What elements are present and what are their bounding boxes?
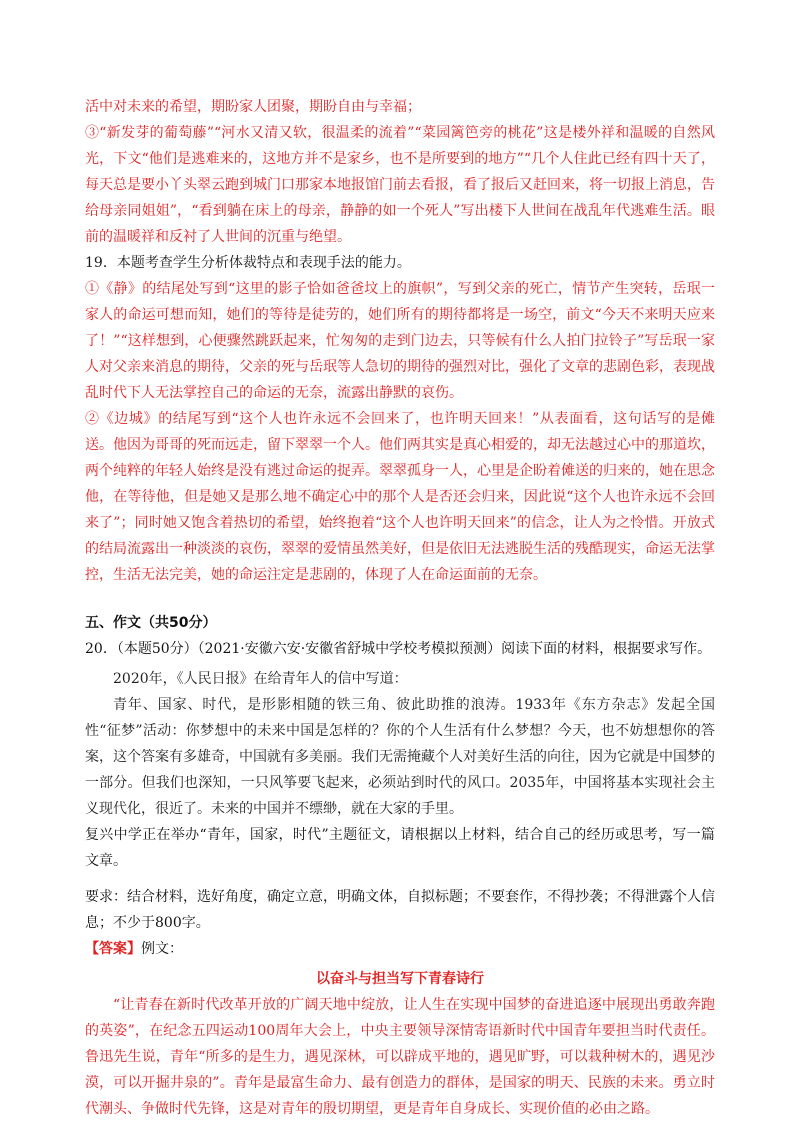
q18-para3: ③“新发芽的葡萄藤”“河水又清又软，很温柔的流着”“菜园篱笆旁的桃花”这是楼外祥和温暖的自然风光，下文“他们是逃难来的，这地方并不是家乡，也不是所要到的地方”“几个人住此已经有四十天了，每天总是要小丫头翠云跑到城门口那家本地报馆门前去看报，看了报后又赶回来，将一切报上消息，告给母亲同姐姐”，“看到躺在床上的母亲，静静的如一个死人”写出楼下人世间在战乱年代逃难生活。眼前的温暖祥和反衬了人世间的沉重与绝望。: [85, 125, 715, 245]
writing-requirements: 要求：结合材料，选好角度，确定立意，明确文体，自拟标题；不要套作，不得抄袭；不得泄露个人信息；不少于800字。: [85, 889, 715, 931]
q19-para2: ②《边城》的结尾写到“这个人也许永远不会回来了，也许明天回来！”从表面看，这句话写的是傩送。他因为哥哥的死而远走，留下翠翠一个人。他们两其实是真心相爱的，却无法越过心中的那道坎，两个纯粹的年轻人始终是没有逃过命运的捉弄。翠翠孤身一人，心里是企盼着傩送的归来的，她在思念他，在等待他，但是她又是那么地不确定心中的那个人是否还会归来，因此说“这个人也许永远不会回来了”；同时她又饱含着热切的希望，始终抱着“这个人也许明天回来”的信念，让人为之怜惜。开放式的结局流露出一种淡淡的哀伤，翠翠的爱情虽然美好，但是依旧无法逃脱生活的残酷现实，命运无法掌控，生活无法完美，她的命运注定是悲剧的，体现了人在命运面前的无奈。: [85, 411, 715, 583]
material-body: 青年、国家、时代，是形影相随的铁三角、彼此助推的浪涛。1933年《东方杂志》发起全国性“征梦”活动：你梦想中的未来中国是怎样的？你的个人生活有什么梦想？今天，也不妨想想你的答案，这个答案有多雄奇，中国就有多美丽。我们无需掩藏个人对美好生活的向往，因为它就是中国梦的一部分。但我们也深知，一只风筝要飞起来，必须站到时代的风口。2035年，中国将基本实现社会主义现代化，很近了。未来的中国并不缥缈，就在大家的手里。: [85, 697, 715, 817]
essay-para1: “让青春在新时代改革开放的广阔天地中绽放，让人生在实现中国梦的奋进追逐中展现出勇敢奔跑的英姿”，在纪念五四运动100周年大会上，中央主要领导深情寄语新时代中国青年要担当时代责任。鲁迅先生说，青年“所多的是生力，遇见深林，可以辟成平地的，遇见旷野，可以栽种树木的，遇见沙漠，可以开掘井泉的”。青年是最富生命力、最有创造力的群体，是国家的明天、民族的未来。勇立时代潮头、争做时代先锋，这是对青年的殷切期望，更是青年自身成长、实现价值的必由之路。: [85, 997, 715, 1117]
section-title: 五、作文（共50分）: [85, 615, 217, 631]
q19-header: 19．本题考查学生分析体裁特点和表现手法的能力。: [85, 255, 411, 271]
document-content: [85, 94, 715, 1122]
essay-title: 以奋斗与担当写下青春诗行: [316, 971, 484, 987]
q19-para1: ①《静》的结尾处写到“这里的影子恰如爸爸坟上的旗帜”，写到父亲的死亡，情节产生突转，岳珉一家人的命运可想而知，她们的等待是徒劳的，她们所有的期待都将是一场空，前文“今天不来明天应来了！”“这样想到，心便骤然跳跃起来，忙匆匆的走到门边去，只等候有什么人拍门拉铃子”写岳珉一家人对父亲来消息的期待，父亲的死与岳珉等人急切的期待的强烈对比，强化了文章的悲剧色彩，表现战乱时代下人无法掌控自己的命运的无奈，流露出静默的哀伤。: [85, 281, 715, 401]
answer-label: 【答案】: [85, 941, 141, 957]
q20-header: 20．（本题50分）（2021·安徽六安·安徽省舒城中学校考模拟预测）阅读下面的材料，根据要求写作。: [85, 641, 712, 657]
answer-line: [85, 936, 715, 962]
writing-task: 复兴中学正在举办“青年，国家，时代”主题征文，请根据以上材料，结合自己的经历或思考，写一篇文章。: [85, 827, 715, 869]
material-intro: 2020年，《人民日报》在给青年人的信中写道：: [113, 671, 408, 687]
answer-suffix: 例文：: [141, 941, 183, 957]
q18-line1: 活中对未来的希望，期盼家人团聚，期盼自由与幸福；: [85, 99, 421, 115]
